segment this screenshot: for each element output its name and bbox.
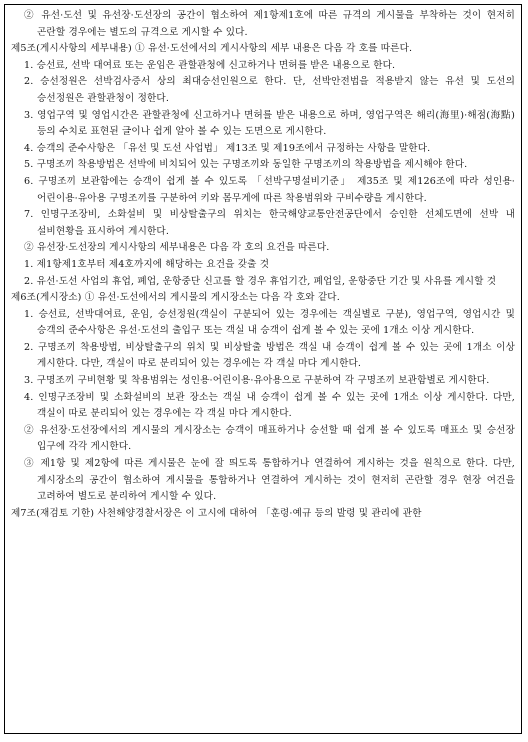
article-heading: 제5조(게시사항의 세부내용) ① 유선·도선에서의 게시사항의 세부 내용은 다음 각 호를 따른다. [11,43,413,55]
numbered-item: 1. 승선료, 선박 대여료 또는 운임은 관할관청에 신고하거나 면허를 받은 내용으로 한다. [24,59,396,71]
sub-paragraph: ② 유선·도선 및 유선장·도선장의 공간이 협소하여 제1항제1호에 따른 규격의 게시물을 부착하는 것이 현저히 곤란할 경우에는 별도의 규격으로 게시할 수 있다. [24,10,515,38]
document-body [11,8,515,522]
numbered-item: 2. 승선정원은 선박검사증서 상의 최대승선인원으로 한다. 단, 선박안전법을 적용받지 않는 유선 및 도선의 승선정원은 관할관청이 정한다. [24,76,515,104]
numbered-item: 3. 구명조끼 구비현황 및 착용범위는 성인용·어린이용·유아용으로 구분하여 각 구명조끼 보관함별로 게시한다. [24,375,490,387]
numbered-item: 1. 승선료, 선박대여료, 운임, 승선정원(객실이 구분되어 있는 경우에는 객실별로 구분), 영업구역, 영업시간 및 승객의 준수사항은 유선·도선의 출입구 또는 객실 내 승객이 쉽게 볼 수 있는 곳에 1개소 이상 게시한다. [24,308,515,337]
numbered-item: 2. 구명조끼 착용방법, 비상탈출구의 위치 및 비상탈출 방법은 객실 내 승객이 쉽게 볼 수 있는 곳에 1개소 이상 게시한다. 다만, 객실이 따로 분리되어 있는 경우에는 각 객실 마다 게시한다. [24,341,515,370]
article-heading: 제6조(게시장소) ① 유선·도선에서의 게시물의 게시장소는 다음 각 호와 같다. [11,292,340,304]
numbered-item: 3. 영업구역 및 영업시간은 관할관청에 신고하거나 면허를 받은 내용으로 하며, 영업구역은 해리(海里)·해점(海點) 등의 수치로 표현된 글이나 쉽게 알아 볼 수 있는 도면으로 게시한다. [24,109,515,138]
numbered-item: 5. 구명조끼 착용방법은 선박에 비치되어 있는 구명조끼와 동일한 구명조끼의 착용방법을 제시해야 한다. [24,159,468,171]
sub-paragraph: ② 유선장·도선장에서의 게시물의 게시장소는 승객이 매표하거나 승선할 때 쉽게 볼 수 있도록 매표소 및 승선장 입구에 각각 게시한다. [24,424,515,453]
sub-paragraph: ② 유선장·도선장의 게시사항의 세부내용은 다음 각 호의 요건을 따른다. [24,242,330,254]
numbered-item: 1. 제1항제1호부터 제4호까지에 해당하는 요건을 갖출 것 [24,258,270,270]
numbered-item: 2. 유선·도선 사업의 휴업, 폐업, 운항중단 신고를 할 경우 휴업기간, 폐업일, 운항중단 기간 및 사유를 게시할 것 [24,275,497,287]
sub-paragraph: ③ 제1항 및 제2항에 따른 게시물은 눈에 잘 띄도록 통합하거나 연결하여 게시하는 것을 원칙으로 한다. 다만, 게시장소의 공간이 협소하여 게시물을 통합하거나 연결하여 게시하는 것이 현저히 곤란할 경우 현장 여건을 고려하여 별도로 분리하여 게시할 수 있다. [24,458,515,503]
numbered-item: 6. 구명조끼 보관함에는 승객이 쉽게 볼 수 있도록 「선박구명설비기준」 제35조 및 제126조에 따라 성인용·어린이용·유아용 구명조끼를 구분하여 키와 몸무게에 따른 착용범위와 구비수량을 게시한다. [24,175,515,204]
numbered-item: 7. 인명구조장비, 소화설비 및 비상탈출구의 위치는 한국해양교통안전공단에서 승인한 선체도면에 선박 내 설비현황을 표시하여 게시한다. [24,209,515,237]
article-heading: 제7조(재검토 기한) 사천해양경찰서장은 이 고시에 대하여 「훈령·예규 등의 발령 및 관리에 관한 [11,507,422,519]
numbered-item: 4. 인명구조장비 및 소화설비의 보관 장소는 객실 내 승객이 쉽게 볼 수 있는 곳에 1개소 이상 게시한다. 다만, 객실이 따로 분리되어 있는 경우에는 각 객실 마다 게시한다. [24,391,515,420]
numbered-item: 4. 승객의 준수사항은 「유선 및 도선 사업법」 제13조 및 제19조에서 규정하는 사항을 말한다. [24,142,431,154]
document-page [4,4,522,734]
